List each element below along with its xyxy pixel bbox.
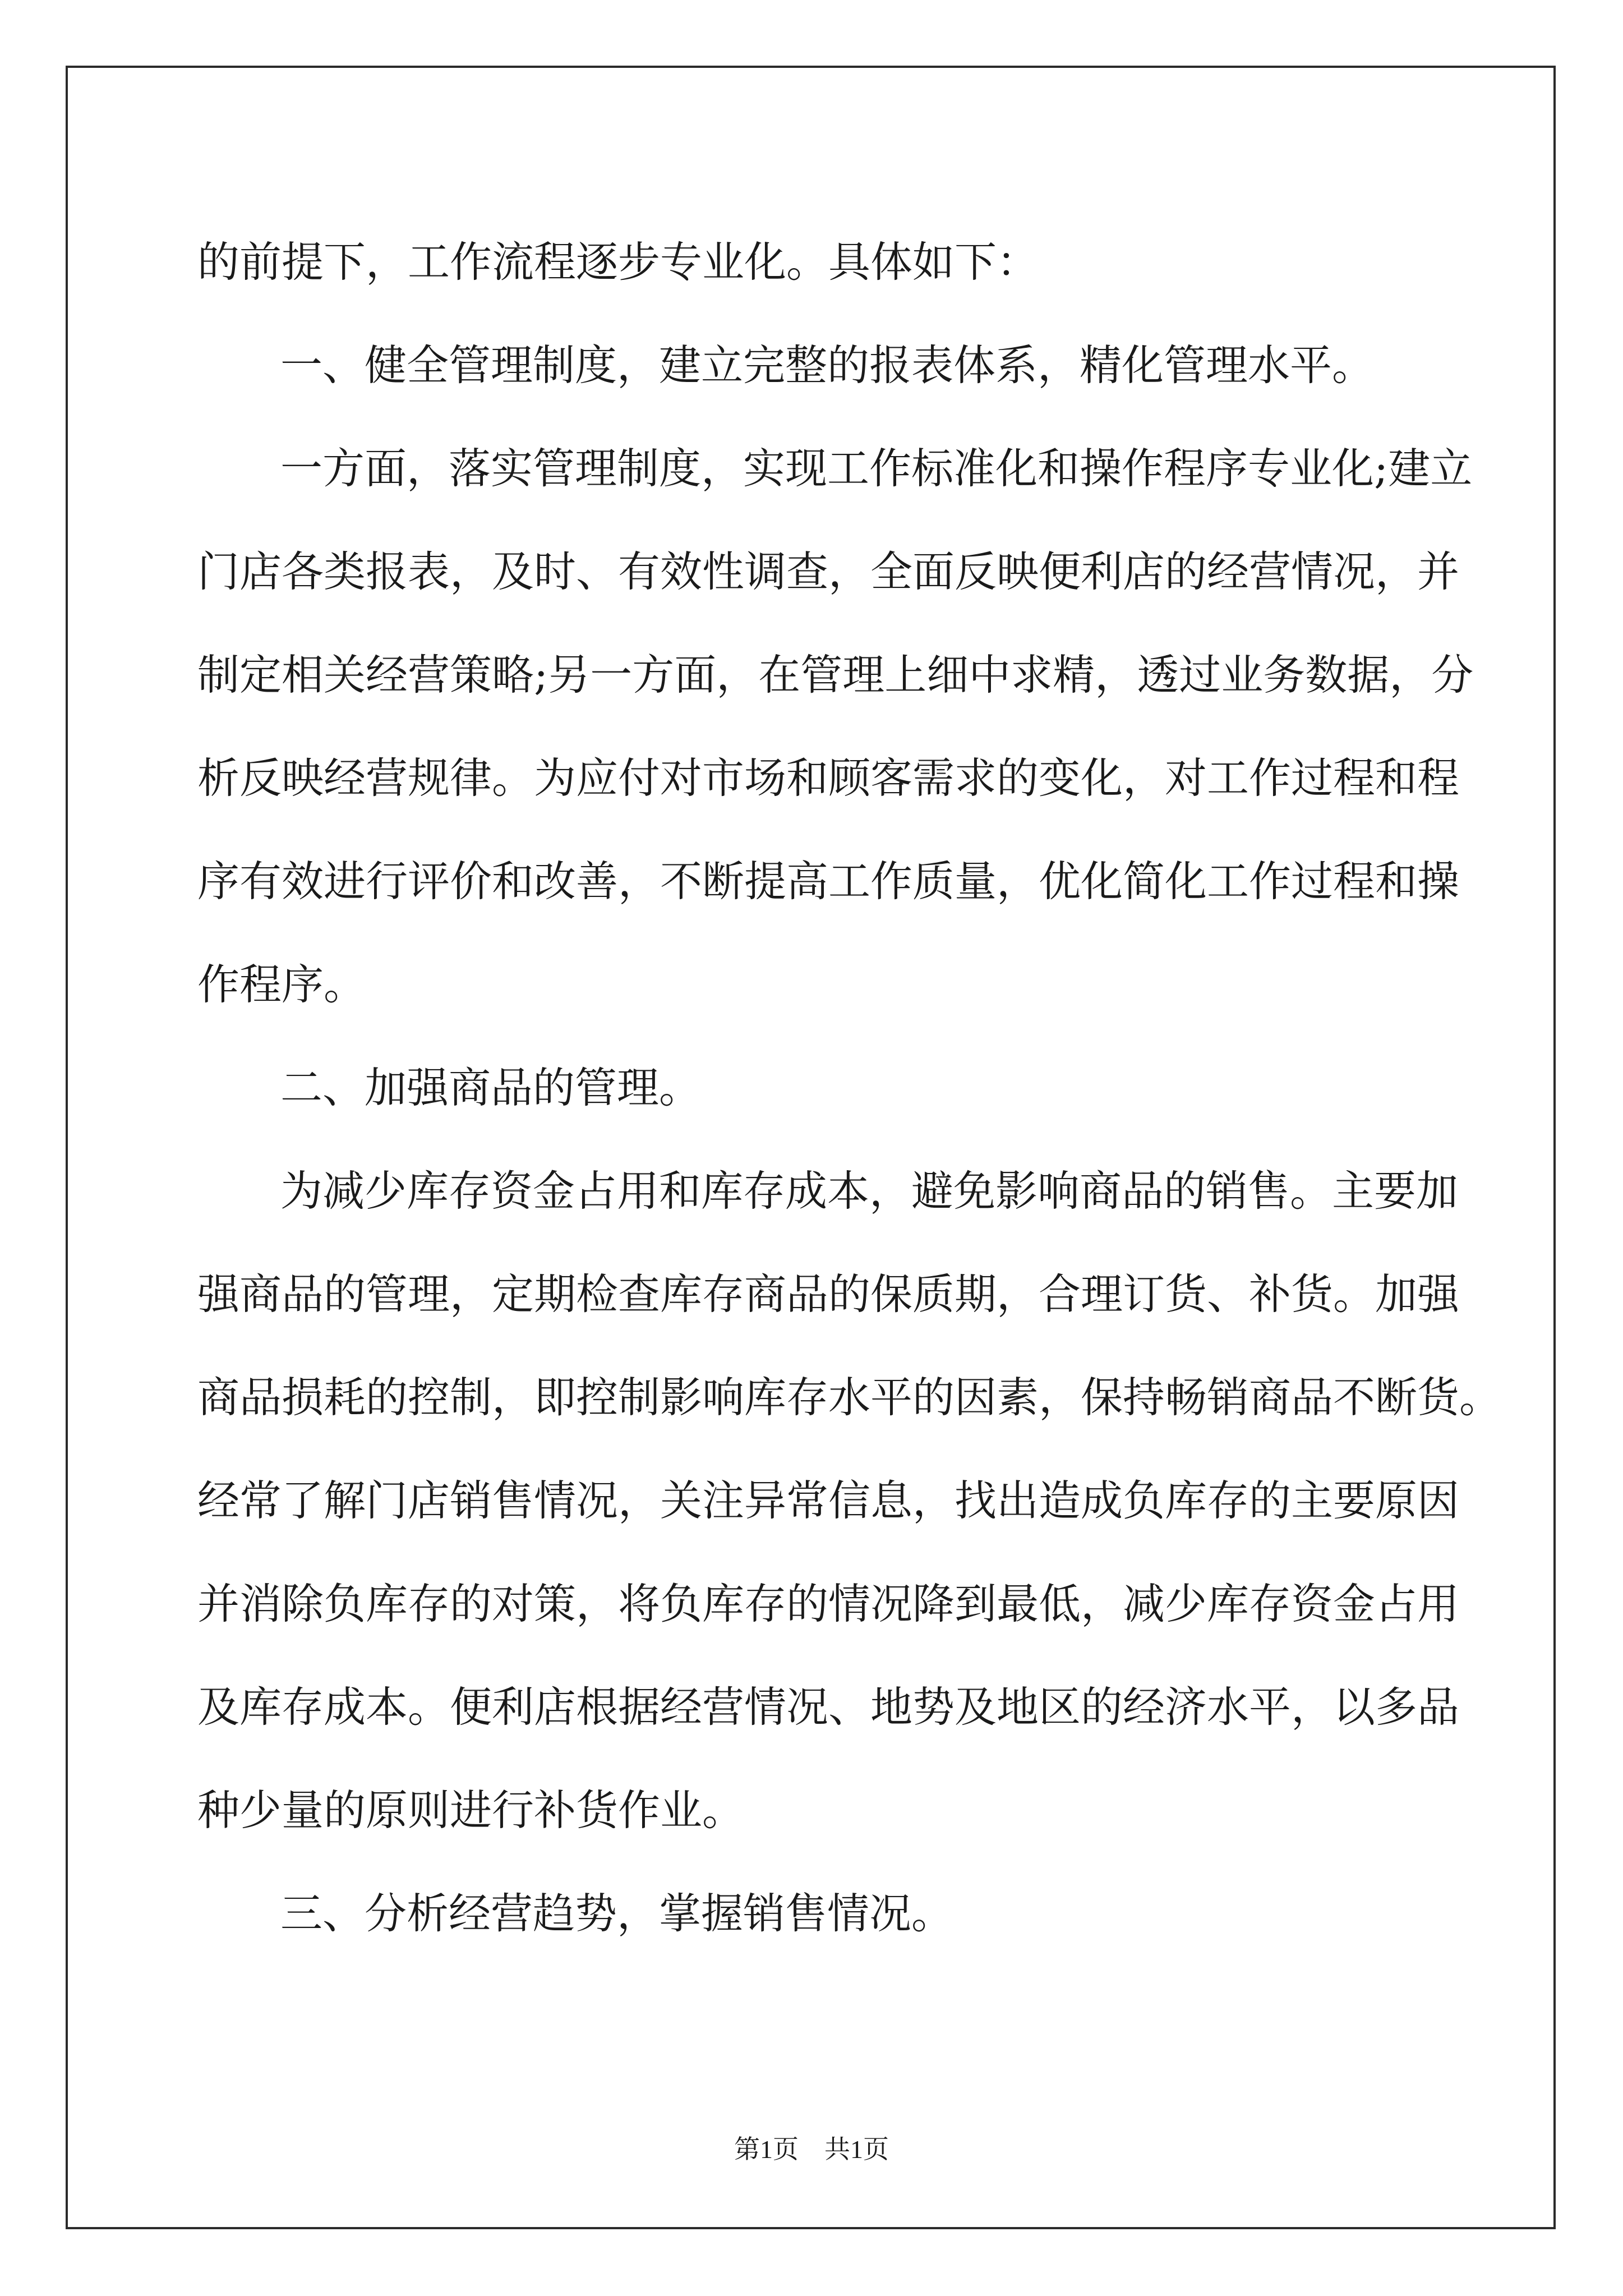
text-line: 并消除负库存的对策，将负库存的情况降到最低，减少库存资金占用 (197, 1579, 1460, 1628)
text-line: 析反映经营规律。为应付对市场和顾客需求的变化，对工作过程和程 (197, 753, 1460, 803)
text-line: 作程序。 (197, 960, 366, 1009)
page-number: 第1页 (734, 2135, 799, 2164)
document-body (197, 210, 1502, 1965)
total-pages: 共1页 (824, 2135, 889, 2164)
text-line: 及库存成本。便利店根据经营情况、地势及地区的经济水平，以多品 (197, 1682, 1460, 1732)
text-line: 种少量的原则进行补货作业。 (197, 1786, 745, 1835)
section-heading-2: 二、加强商品的管理。 (280, 1063, 702, 1112)
page-footer (0, 2129, 1623, 2166)
section-heading-1: 一、健全管理制度，建立完整的报表体系，精化管理水平。 (280, 341, 1375, 390)
text-line: 的前提下，工作流程逐步专业化。具体如下： (197, 237, 1039, 287)
text-line: 强商品的管理，定期检查库存商品的保质期，合理订货、补货。加强 (197, 1269, 1460, 1319)
text-line: 商品损耗的控制，即控制影响库存水平的因素，保持畅销商品不断货。 (197, 1373, 1502, 1422)
section-heading-3: 三、分析经营趋势，掌握销售情况。 (280, 1889, 954, 1938)
text-line: 序有效进行评价和改善，不断提高工作质量，优化简化工作过程和操 (197, 857, 1460, 906)
text-line: 经常了解门店销售情况，关注异常信息，找出造成负库存的主要原因 (197, 1476, 1460, 1525)
text-line: 一方面，落实管理制度，实现工作标准化和操作程序专业化;建立 (280, 444, 1473, 493)
text-line: 门店各类报表，及时、有效性调查，全面反映便利店的经营情况，并 (197, 547, 1460, 596)
text-line: 为减少库存资金占用和库存成本，避免影响商品的销售。主要加 (280, 1166, 1459, 1216)
text-line: 制定相关经营策略;另一方面，在管理上细中求精，透过业务数据，分 (197, 650, 1474, 700)
